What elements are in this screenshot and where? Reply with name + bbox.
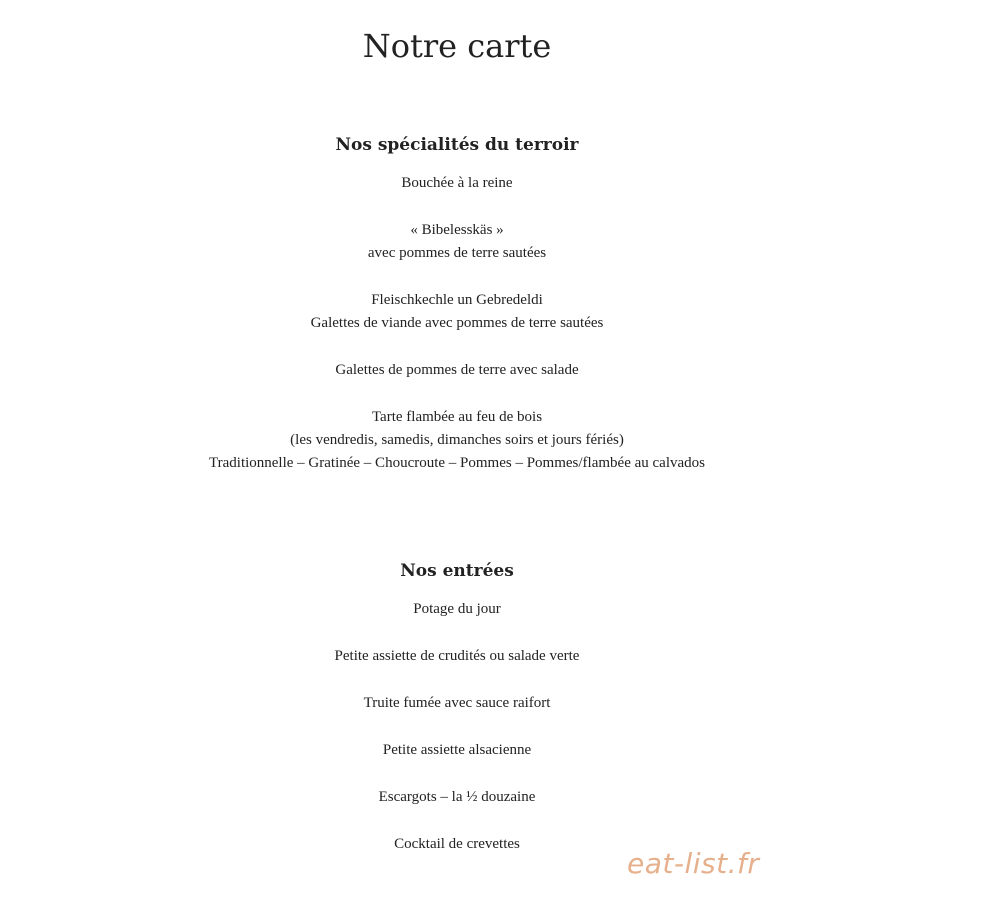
- menu-item: [0, 172, 914, 195]
- menu-item-line: Potage du jour: [413, 601, 501, 617]
- menu-item: [0, 359, 914, 382]
- menu-item: [0, 406, 914, 475]
- menu-item-line: Galettes de viande avec pommes de terre sautées: [310, 315, 604, 331]
- menu-item: [0, 692, 914, 715]
- menu-item: [0, 645, 914, 668]
- menu-item-line: Cocktail de crevettes: [394, 836, 520, 852]
- menu-item: [0, 598, 914, 621]
- menu-item-line: Fleischkechle un Gebredeldi: [371, 292, 543, 308]
- menu-item-line: Tarte flambée au feu de bois: [371, 409, 543, 425]
- menu-item-line: Petite assiette de crudités ou salade verte: [334, 648, 580, 664]
- menu-item-line: Bouchée à la reine: [401, 175, 513, 191]
- page-title: Notre carte: [362, 27, 552, 65]
- section-heading: Nos spécialités du terroir: [335, 135, 579, 155]
- section-entrees: [0, 558, 914, 880]
- section-specialites: [0, 132, 914, 499]
- menu-item-line: Galettes de pommes de terre avec salade: [335, 362, 579, 378]
- menu-item: [0, 289, 914, 335]
- menu-item: [0, 786, 914, 809]
- menu-item: [0, 739, 914, 762]
- menu-item-line: Petite assiette alsacienne: [382, 742, 532, 758]
- menu-item-line: (les vendredis, samedis, dimanches soirs et jours fériés): [290, 432, 624, 448]
- menu-item-line: « Bibelesskäs »: [410, 222, 504, 238]
- menu-item-line: avec pommes de terre sautées: [367, 245, 547, 261]
- menu-item-line: Escargots – la ½ douzaine: [378, 789, 536, 805]
- watermark: eat-list.fr: [627, 847, 760, 880]
- menu-item: [0, 219, 914, 265]
- menu-item: [0, 833, 914, 856]
- section-heading: Nos entrées: [400, 561, 514, 581]
- menu-item-line: Truite fumée avec sauce raifort: [363, 695, 551, 711]
- menu-item-line: Traditionnelle – Gratinée – Choucroute – Pommes – Pommes/flambée au calvados: [208, 455, 705, 471]
